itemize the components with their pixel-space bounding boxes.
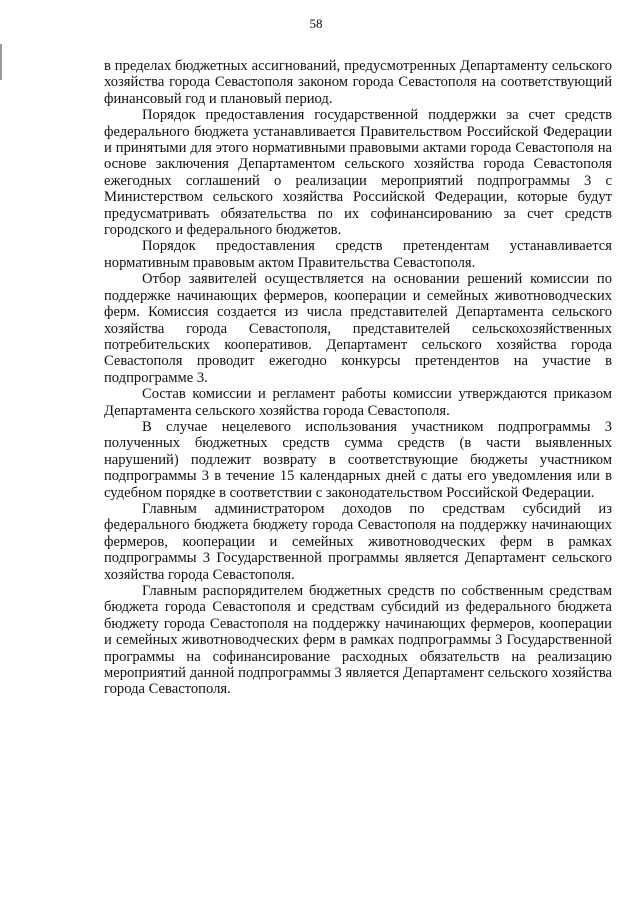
paragraph-applicant-selection: Отбор заявителей осуществляется на основании решений комиссии по поддержке начинающих фермеров, кооперации и семейных животноводческих ферм. Комиссия создается из числа представителей Департамента сельского хозяйства города Севастополя, представителей сельскохозяйственных потребительских кооперативов. Департамент сельского хозяйства города Севастополя проводит ежегодно конкурсы претендентов на участие в подпрограмме 3.: [104, 271, 612, 386]
paragraph-commission-composition: Состав комиссии и регламент работы комиссии утверждаются приказом Департамента сельского хозяйства города Севастополя.: [104, 386, 612, 419]
paragraph-funds-provision-procedure: Порядок предоставления средств претендентам устанавливается нормативным правовым актом Правительства Севастополя.: [104, 238, 612, 271]
scan-edge-mark: [0, 44, 2, 80]
paragraph-federal-support-procedure: Порядок предоставления государственной поддержки за счет средств федерального бюджета устанавливается Правительством Российской Федерации и принятыми для этого нормативными правовыми актами города Севастополя на основе заключения Департаментом сельского хозяйства города Севастополя ежегодных соглашений о реализации мероприятий подпрограммы 3 с Министерством сельского хозяйства Российской Федерации, которые будут предусматривать обязательства по их софинансированию за счет средств городского и федерального бюджетов.: [104, 107, 612, 239]
paragraph-misuse-refund: В случае нецелевого использования участником подпрограммы 3 полученных бюджетных средств сумма средств (в части выявленных нарушений) подлежит возврату в соответствующие бюджеты участником подпрограммы 3 в течение 15 календарных дней с даты его уведомления или в судебном порядке в соответствии с законодательством Российской Федерации.: [104, 418, 612, 501]
document-body: [104, 58, 612, 698]
paragraph-chief-revenue-administrator: Главным администратором доходов по средствам субсидий из федерального бюджета бюджету города Севастополя на поддержку начинающих фермеров, кооперации и семейных животноводческих ферм в рамках подпрограммы 3 Государственной программы является Департамент сельского хозяйства города Севастополя.: [104, 500, 612, 583]
paragraph-chief-budget-manager: Главным распорядителем бюджетных средств по собственным средствам бюджета города Севастополя и средствам субсидий из федерального бюджета бюджету города Севастополя на поддержку начинающих фермеров, кооперации и семейных животноводческих ферм в рамках подпрограммы 3 Государственной программы на софинансирование расходных обязательств на реализацию мероприятий данной подпрограммы 3 является Департамент сельского хозяйства города Севастополя.: [104, 583, 612, 698]
page-number: 58: [309, 16, 323, 31]
paragraph-budget-allocations: в пределах бюджетных ассигнований, предусмотренных Департаменту сельского хозяйства города Севастополя законом города Севастополя на соответствующий финансовый год и плановый период.: [104, 58, 612, 107]
